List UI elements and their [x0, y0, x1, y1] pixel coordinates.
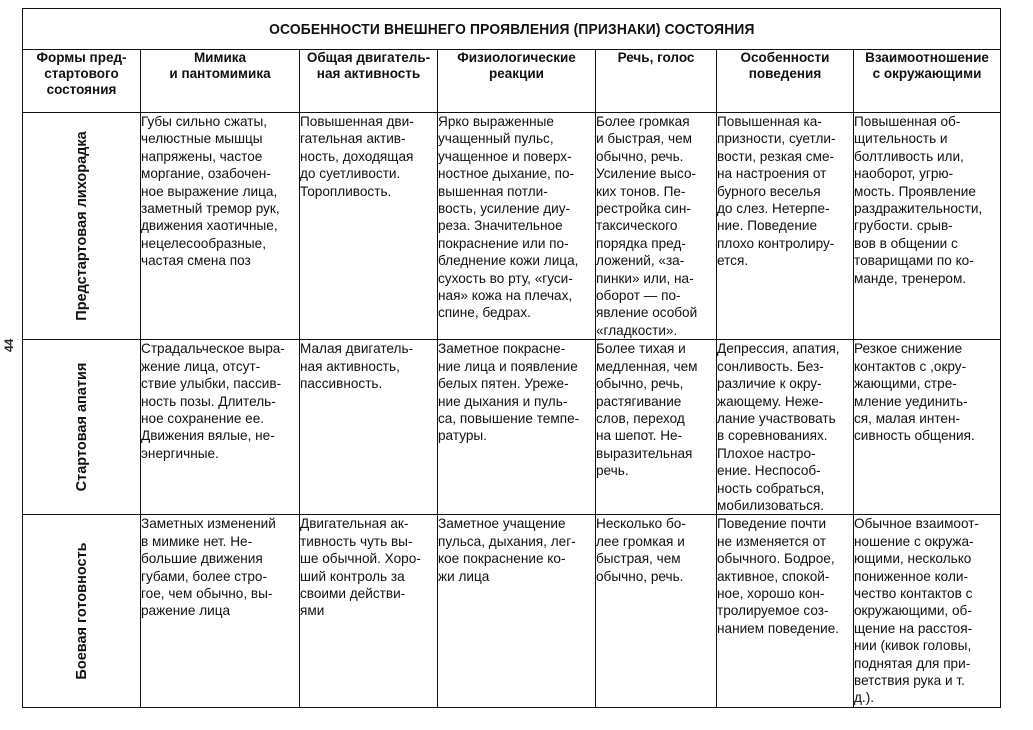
table-cell: Заметных изменений в мимике нет. Не- большие движения губами, более стро- гое, чем обычно, вы- ражение лица	[141, 515, 300, 707]
row-label-cell	[23, 515, 141, 707]
table-cell: Повышенная об- щительность и болтливость или, наоборот, угрю- мость. Проявление раздражительности, грубости. срыв- вов в общении с товарищами по ко- манде, тренером.	[854, 113, 1001, 340]
table-cell: Резкое снижение контактов с ,окру- жающими, стре- мление уединить- ся, малая интен- сивность общения.	[854, 340, 1001, 515]
header-row	[23, 50, 1001, 113]
header-forms: Формы пред- стартового состояния	[23, 50, 141, 113]
table-cell: Обычное взаимоот- ношение с окружа- ющими, несколько пониженное коли- чество контактов с окружающими, об- щение на расстоя- нии (кивок головы, поднятая для при- ветствия рука и т. д.).	[854, 515, 1001, 707]
precompetitive-states-table	[22, 8, 1001, 708]
row-label: Предстартовая лихорадка	[73, 131, 90, 321]
page-number-marker: 44	[2, 338, 16, 352]
header-speech: Речь, голос	[596, 50, 717, 113]
row-label: Боевая готовность	[73, 542, 90, 680]
table-cell: Малая двигатель- ная активность, пассивность.	[300, 340, 438, 515]
table-cell: Несколько бо- лее громкая и быстрая, чем обычно, речь.	[596, 515, 717, 707]
table-cell: Двигательная ак- тивность чуть вы- ше обычной. Хоро- ший контроль за своими действи- ями	[300, 515, 438, 707]
table-cell: Губы сильно сжаты, челюстные мышцы напряжены, частое моргание, озабочен- ное выражение лица, заметный тремор рук, движения хаотичные, нецелесообразные, частая смена поз	[141, 113, 300, 340]
row-label-cell	[23, 113, 141, 340]
header-behavior: Особенности поведения	[717, 50, 854, 113]
table-title: ОСОБЕННОСТИ ВНЕШНЕГО ПРОЯВЛЕНИЯ (ПРИЗНАКИ) СОСТОЯНИЯ	[268, 20, 755, 38]
table-row	[23, 515, 1001, 707]
table-cell: Ярко выраженные учащенный пульс, учащенное и поверх- ностное дыхание, по- вышенная потли- вость, усиление диу- реза. Значительное покраснение или по- бледнение кожи лица, сухость во рту, «гуси- ная» кожа на плечах, спине, бедрах.	[438, 113, 596, 340]
table-cell: Повышенная дви- гательная актив- ность, доходящая до суетливости. Торопливость.	[300, 113, 438, 340]
table-cell: Страдальческое выра- жение лица, отсут- ствие улыбки, пассив- ность позы. Длитель- ное сохранение ее. Движения вялые, не- энергичные.	[141, 340, 300, 515]
table-cell: Заметное покрасне- ние лица и появление белых пятен. Уреже- ние дыхания и пуль- са, повышение темпе- ратуры.	[438, 340, 596, 515]
table-cell: Поведение почти не изменяется от обычного. Бодрое, активное, спокой- ное, хорошо кон- тролируемое соз- нанием поведение.	[717, 515, 854, 707]
table-cell: Более тихая и медленная, чем обычно, речь, растягивание слов, переход на шепот. Не- выразительная речь.	[596, 340, 717, 515]
table-row	[23, 113, 1001, 340]
header-relationships: Взаимоотношение с окружающими	[854, 50, 1001, 113]
row-label-cell	[23, 340, 141, 515]
header-physiological: Физиологические реакции	[438, 50, 596, 113]
row-label: Стартовая апатия	[73, 362, 90, 492]
table-cell: Повышенная ка- призности, суетли- вости, резкая сме- на настроения от бурного веселья до слез. Нетерпе- ние. Поведение плохо контролиру- ется.	[717, 113, 854, 340]
table-cell: Депрессия, апатия, сонливость. Без- различие к окру- жающему. Неже- лание участвовать в соревнованиях. Плохое настро- ение. Неспособ- ность собраться, мобилизоваться.	[717, 340, 854, 515]
header-motor-activity: Общая двигатель- ная активность	[300, 50, 438, 113]
table-title-cell	[23, 9, 1001, 50]
table-row	[23, 340, 1001, 515]
header-mimicry: Мимика и пантомимика	[141, 50, 300, 113]
table-cell: Заметное учащение пульса, дыхания, лег- кое покраснение ко- жи лица	[438, 515, 596, 707]
table-cell: Более громкая и быстрая, чем обычно, речь. Усиление высо- ких тонов. Пе- рестройка син- таксического порядка пред- ложений, «за- пинки» или, на- оборот — по- явление особой «гладкости».	[596, 113, 717, 340]
